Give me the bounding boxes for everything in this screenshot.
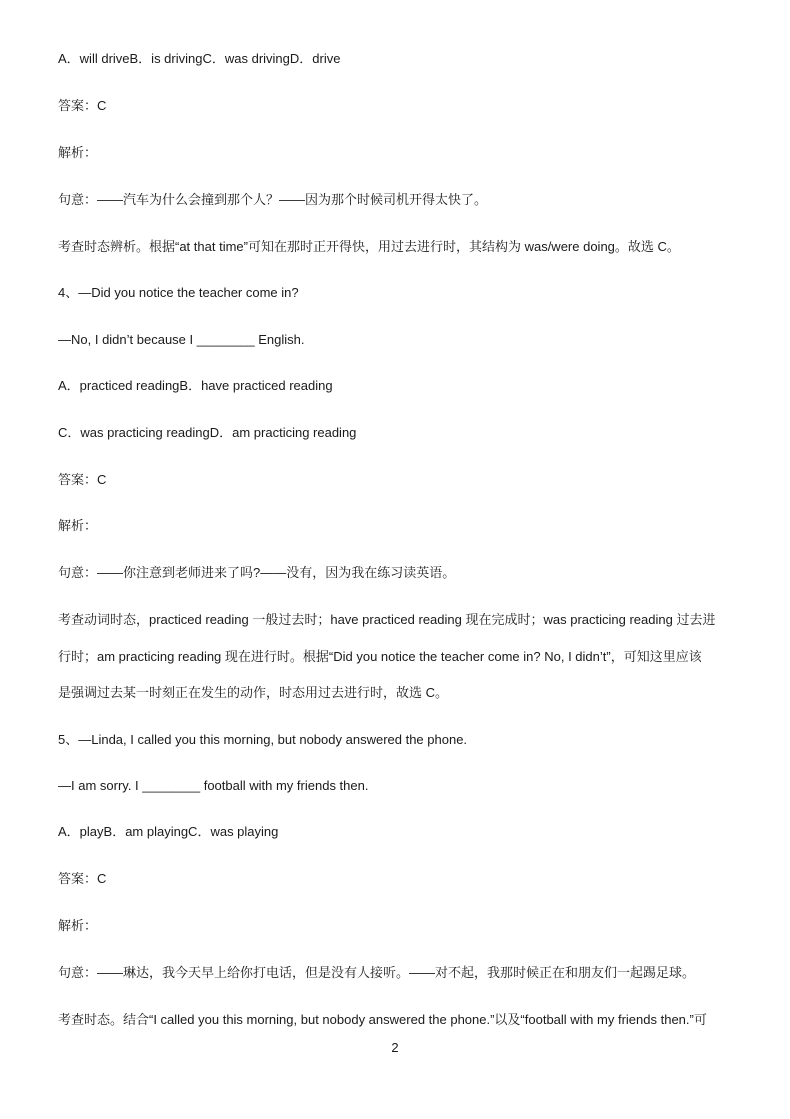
q3-explanation: 考查时态辨析。根据“at that time”可知在那时正开得快，用过去进行时，其结构为 was/were doing。故选 C。 <box>58 239 680 254</box>
q5-reply: —I am sorry. I ________ football with my friends then. <box>58 778 369 793</box>
q5-explanation: 考查时态。结合“I called you this morning, but nobody answered the phone.”以及“football with my friends then.”可 <box>58 1012 707 1027</box>
q4-question: 4、—Did you notice the teacher come in? <box>58 285 299 300</box>
q4-explanation-line2: 行时；am practicing reading 现在进行时。根据“Did you notice the teacher come in? No, I didn’t”，可知这里应该 <box>58 649 702 664</box>
q5-answer: 答案：C <box>58 871 107 886</box>
q4-explanation-line3: 是强调过去某一时刻正在发生的动作，时态用过去进行时，故选 C。 <box>58 685 449 700</box>
q5-translation: 句意：——琳达，我今天早上给你打电话，但是没有人接听。——对不起，我那时候正在和朋友们一起踢足球。 <box>58 965 696 980</box>
q4-options-cd: C．was practicing readingD．am practicing reading <box>58 425 357 440</box>
q4-analysis-label: 解析： <box>58 518 98 533</box>
q3-answer: 答案：C <box>58 98 107 113</box>
q4-reply: —No, I didn’t because I ________ English. <box>58 332 305 347</box>
q5-analysis-label: 解析： <box>58 918 98 933</box>
q4-explanation-line1: 考查动词时态，practiced reading 一般过去时；have practiced reading 现在完成时；was practicing reading 过去进 <box>58 612 716 627</box>
q3-analysis-label: 解析： <box>58 145 98 160</box>
q5-question: 5、—Linda, I called you this morning, but nobody answered the phone. <box>58 732 468 747</box>
q5-options: A．playB．am playingC．was playing <box>58 824 279 839</box>
q3-options: A．will driveB．is drivingC．was drivingD．drive <box>58 51 341 66</box>
q4-answer: 答案：C <box>58 472 107 487</box>
q4-options-ab: A．practiced readingB．have practiced reading <box>58 378 333 393</box>
q3-translation: 句意：——汽车为什么会撞到那个人？——因为那个时候司机开得太快了。 <box>58 192 488 207</box>
page-number: 2 <box>391 1040 399 1055</box>
q4-translation: 句意：——你注意到老师进来了吗?——没有，因为我在练习读英语。 <box>58 565 456 580</box>
